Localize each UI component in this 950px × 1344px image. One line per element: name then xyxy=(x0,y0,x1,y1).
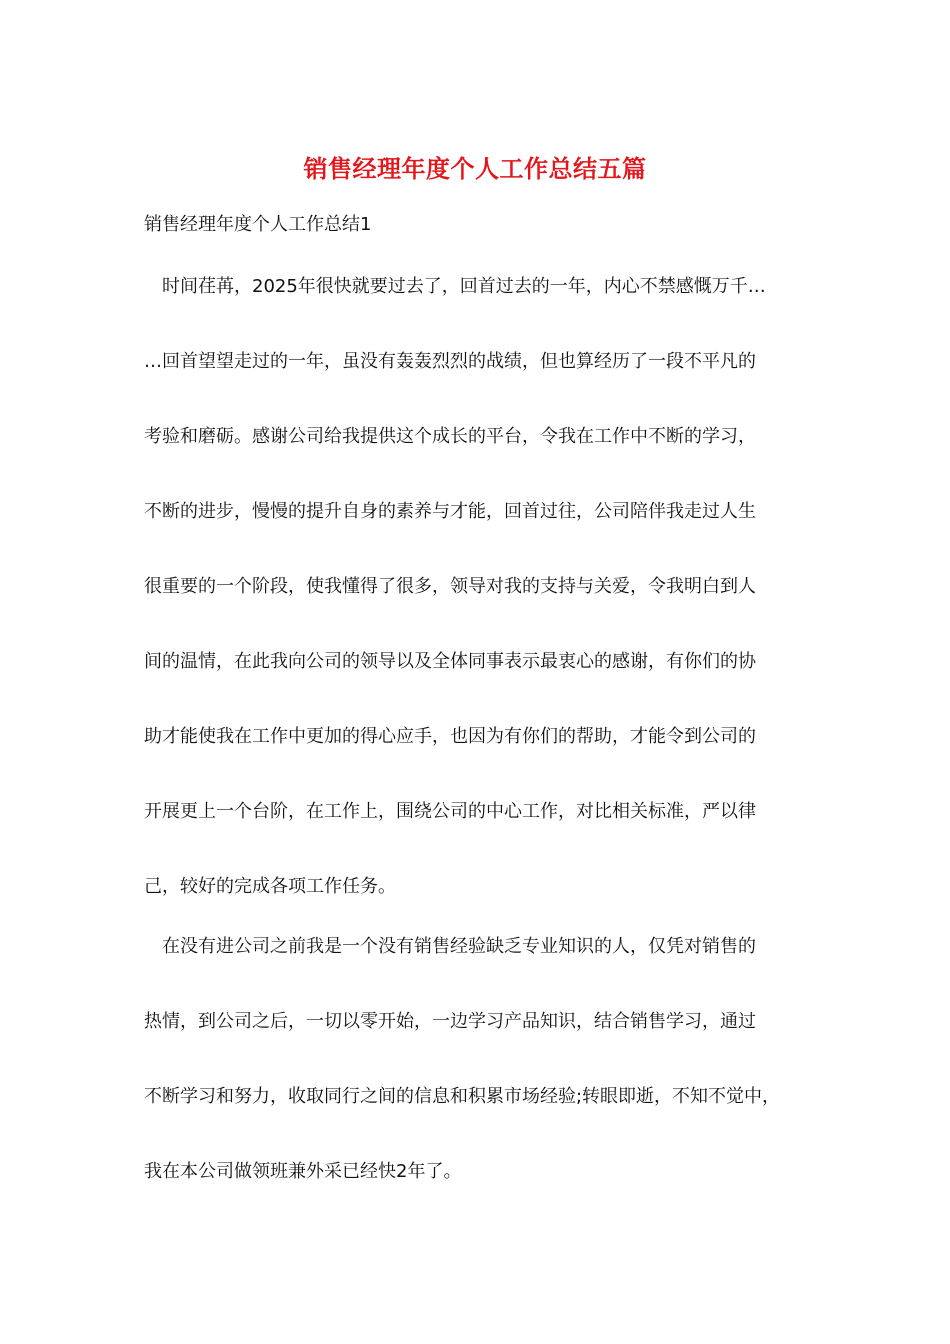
body-line: 很重要的一个阶段，使我懂得了很多，领导对我的支持与关爱，令我明白到人 xyxy=(144,576,756,597)
body-line: 间的温情，在此我向公司的领导以及全体同事表示最衷心的感谢，有你们的协 xyxy=(144,651,756,672)
body-line: …回首望望走过的一年，虽没有轰轰烈烈的战绩，但也算经历了一段不平凡的 xyxy=(144,351,756,372)
body-line: 助才能使我在工作中更加的得心应手，也因为有你们的帮助，才能令到公司的 xyxy=(144,726,756,747)
body-line: 考验和磨砺。感谢公司给我提供这个成长的平台，令我在工作中不断的学习， xyxy=(144,426,756,447)
section-heading: 销售经理年度个人工作总结1 xyxy=(144,214,372,235)
body-line: 在没有进公司之前我是一个没有销售经验缺乏专业知识的人，仅凭对销售的 xyxy=(144,936,756,957)
body-line: 我在本公司做领班兼外采已经快2年了。 xyxy=(144,1161,462,1182)
body-line: 不断学习和努力，收取同行之间的信息和积累市场经验;转眼即逝，不知不觉中， xyxy=(144,1086,781,1107)
body-line: 己，较好的完成各项工作任务。 xyxy=(144,876,396,897)
body-line: 不断的进步，慢慢的提升自身的素养与才能，回首过往，公司陪伴我走过人生 xyxy=(144,501,756,522)
body-line: 开展更上一个台阶，在工作上，围绕公司的中心工作，对比相关标准，严以律 xyxy=(144,801,756,822)
document-title: 销售经理年度个人工作总结五篇 xyxy=(303,155,647,183)
body-line: 热情，到公司之后，一切以零开始，一边学习产品知识，结合销售学习，通过 xyxy=(144,1011,756,1032)
body-line: 时间荏苒，2025年很快就要过去了，回首过去的一年，内心不禁感慨万千… xyxy=(144,276,766,297)
